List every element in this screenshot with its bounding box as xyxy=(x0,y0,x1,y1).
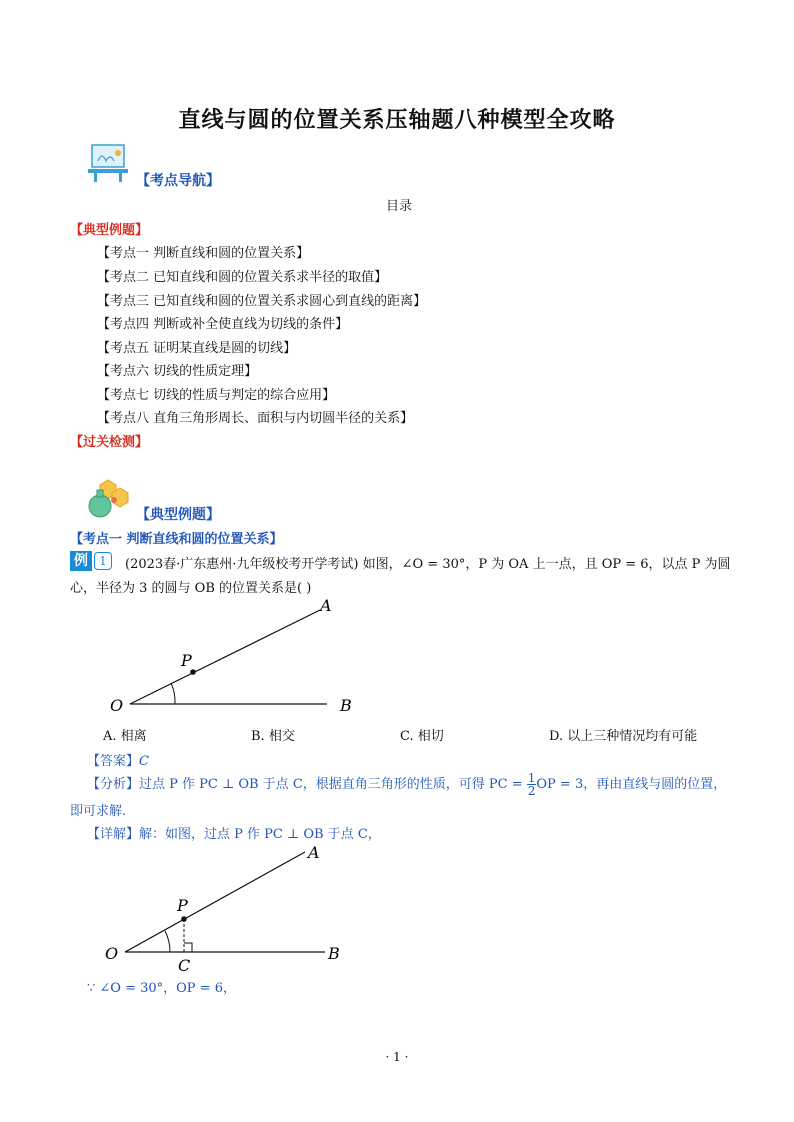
toc-label: 目录 xyxy=(386,199,413,214)
label-a: A xyxy=(320,596,332,615)
label-p: P xyxy=(177,896,188,915)
toc-section-test[interactable]: 【过关检测】 xyxy=(70,435,149,450)
topic-heading: 【考点一 判断直线和圆的位置关系】 xyxy=(70,532,283,547)
point-p xyxy=(181,916,187,922)
examples-heading: 【典型例题】 xyxy=(136,507,220,523)
analysis-text-b: OP = 3，再由直线与圆的位置， xyxy=(536,777,727,792)
toc-item[interactable]: 【考点一 判断直线和圆的位置关系】 xyxy=(97,246,310,261)
figure-2 xyxy=(100,842,360,974)
example-badge xyxy=(70,551,112,571)
option-b[interactable]: B. 相交 xyxy=(251,729,295,744)
label-b: B xyxy=(340,696,352,715)
question-line-1: (2023春·广东惠州·九年级校考开学考试) 如图，∠O = 30°，P 为 OA 上一点，且 OP = 6，以点 P 为圆 xyxy=(125,557,731,572)
answer-tag: 【答案】 xyxy=(87,754,140,769)
label-c: C xyxy=(178,956,191,974)
analysis-text-a: 过点 P 作 PC ⊥ OB 于点 C，根据直角三角形的性质，可得 PC = xyxy=(139,777,527,792)
fraction-one-half xyxy=(527,772,537,797)
point-p xyxy=(190,669,196,675)
answer-line xyxy=(87,750,149,769)
label-a: A xyxy=(308,843,320,862)
analysis-line-2: 即可求解. xyxy=(70,804,127,819)
label-b: B xyxy=(328,944,340,963)
nav-heading: 【考点导航】 xyxy=(136,173,220,189)
analysis-line-1 xyxy=(87,772,726,797)
toc-section-examples[interactable]: 【典型例题】 xyxy=(70,223,149,238)
figure-1 xyxy=(105,595,365,715)
classroom-icon xyxy=(86,143,130,183)
option-d[interactable]: D. 以上三种情况均有可能 xyxy=(549,729,698,744)
detail-text: 解：如图，过点 P 作 PC ⊥ OB 于点 C， xyxy=(139,827,381,842)
toc-item[interactable]: 【考点二 已知直线和圆的位置关系求半径的取值】 xyxy=(97,270,388,285)
option-a[interactable]: A. 相离 xyxy=(103,729,147,744)
analysis-tag: 【分析】 xyxy=(87,777,140,792)
page-title: 直线与圆的位置关系压轴题八种模型全攻略 xyxy=(178,108,616,133)
toc-item[interactable]: 【考点八 直角三角形周长、面积与内切圆半径的关系】 xyxy=(97,411,414,426)
flask-icon xyxy=(86,478,130,518)
label-p: P xyxy=(181,651,192,670)
label-o: O xyxy=(105,944,119,963)
toc-item[interactable]: 【考点六 切线的性质定理】 xyxy=(97,364,258,379)
label-o: O xyxy=(110,696,124,715)
fraction-numerator: 1 xyxy=(527,771,536,785)
page-number: · 1 · xyxy=(385,1050,409,1064)
option-c[interactable]: C. 相切 xyxy=(400,729,444,744)
detail-line xyxy=(87,823,381,842)
example-badge-label: 例 xyxy=(70,551,92,571)
example-badge-number: 1 xyxy=(94,552,112,570)
toc-item[interactable]: 【考点三 已知直线和圆的位置关系求圆心到直线的距离】 xyxy=(97,294,427,309)
answer-value: C xyxy=(139,754,149,769)
toc-item[interactable]: 【考点五 证明某直线是圆的切线】 xyxy=(97,341,297,356)
since-line: ∵ ∠O = 30°，OP = 6， xyxy=(87,981,236,996)
question-line-2: 心，半径为 3 的圆与 OB 的位置关系是( ) xyxy=(70,581,312,596)
toc-item[interactable]: 【考点四 判断或补全使直线为切线的条件】 xyxy=(97,317,349,332)
detail-tag: 【详解】 xyxy=(87,827,140,842)
toc-item[interactable]: 【考点七 切线的性质与判定的综合应用】 xyxy=(97,388,336,403)
fraction-denominator: 2 xyxy=(527,784,536,798)
